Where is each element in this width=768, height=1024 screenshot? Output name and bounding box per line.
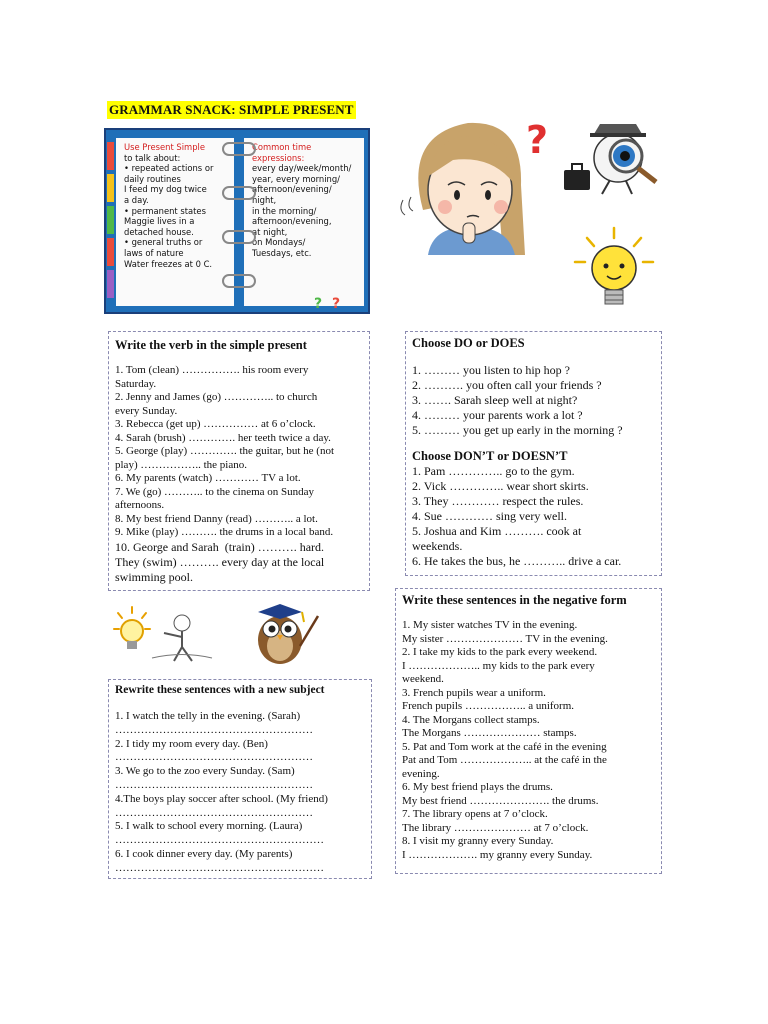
notebook-line: Maggie lives in a: [124, 216, 195, 227]
exercise-line: 3. ……. Sarah sleep well at night?: [412, 393, 578, 407]
notebook-line: afternoon/evening,: [252, 216, 332, 227]
exercise-line: 5. George (play) …………. the guitar, but he (not: [115, 445, 335, 457]
notebook-line: daily routines: [124, 173, 181, 184]
question-mark-icon: ?: [332, 296, 341, 312]
exercise-line: 2. I take my kids to the park every weekend.: [402, 646, 598, 658]
notebook-line: on Mondays/: [252, 237, 306, 248]
exercise-new-subject: [108, 679, 372, 879]
exercise-lines: [115, 364, 363, 540]
binder-ring: [222, 186, 256, 200]
exercise-line: 9. Mike (play) ………. the drums in a local band.: [115, 526, 334, 538]
exercise-line: play) …………….. the piano.: [115, 458, 247, 471]
exercise-line: 5. I walk to school every morning. (Laura): [115, 820, 303, 833]
exercise-line: 3. They ………… respect the rules.: [412, 494, 584, 508]
exercise-line: 7. We (go) ……….. to the cinema on Sunday: [115, 485, 315, 498]
tab-purple: [107, 270, 114, 298]
exercise-line: …………………………………………………: [115, 861, 324, 874]
binder-ring: [222, 142, 256, 156]
exercise-line: 6. I cook dinner every day. (My parents): [115, 847, 293, 860]
exercise-heading: Choose DO or DOES: [412, 336, 525, 350]
exercise-line: My best friend …………………. the drums.: [402, 794, 599, 807]
worksheet-title: GRAMMAR SNACK: SIMPLE PRESENT: [109, 102, 354, 117]
exercise-line: ………………………………………………: [115, 723, 313, 736]
exercise-line: 5. Joshua and Kim ………. cook at: [412, 524, 582, 538]
exercise-line: They (swim) ………. every day at the local: [115, 554, 325, 569]
exercise-heading-2: Choose DON’T or DOESN’T: [412, 449, 568, 463]
exercise-line: 2. ………. you often call your friends ?: [412, 378, 602, 392]
question-mark-icon: ?: [314, 296, 323, 312]
owl-teacher-icon: [248, 602, 320, 666]
exercise-line: every Sunday.: [115, 404, 178, 417]
exercise-simple-present: [108, 331, 370, 591]
notebook-line: night,: [252, 194, 277, 205]
exercise-lines: [412, 363, 655, 438]
exercise-line: 4. The Morgans collect stamps.: [402, 713, 540, 726]
left-heading: Use Present Simple: [124, 142, 205, 152]
notebook-line: to talk about:: [124, 152, 181, 163]
exercise-heading: Rewrite these sentences with a new subject: [115, 684, 325, 696]
exercise-line: 6. My parents (watch) ………… TV a lot.: [115, 472, 301, 484]
grammar-notebook: [104, 128, 370, 314]
exercise-heading: Write the verb in the simple present: [115, 338, 307, 352]
exercise-line: French pupils …………….. a uniform.: [402, 700, 575, 712]
exercise-line: 1. I watch the telly in the evening. (Sarah): [115, 710, 301, 722]
exercise-line: 8. I visit my granny every Sunday.: [402, 835, 554, 847]
tab-red-2: [107, 238, 114, 266]
exercise-line: 8. My best friend Danny (read) ……….. a lot.: [115, 512, 318, 525]
exercise-line: …………………………………………………: [115, 834, 324, 847]
left-lines: [124, 153, 230, 270]
exercise-line: 3. French pupils wear a uniform.: [402, 686, 546, 699]
notebook-line: year, every morning/: [252, 173, 340, 184]
tab-green: [107, 206, 114, 234]
detective-eye-icon: [562, 120, 662, 198]
exercise-line: 4. Sarah (brush) …………. her teeth twice a day.: [115, 431, 331, 444]
notebook-line: • permanent states: [124, 205, 206, 216]
notebook-right-page: [244, 138, 364, 306]
exercise-line: The library ………………… at 7 o’clock.: [402, 821, 589, 834]
exercise-line: 5. ……… you get up early in the morning ?: [412, 423, 623, 437]
exercise-line: 5. Pat and Tom work at the café in the evening: [402, 740, 607, 753]
notebook-line: Tuesdays, etc.: [252, 247, 312, 258]
exercise-heading: Write these sentences in the negative form: [402, 593, 627, 607]
notebook-line: Water freezes at 0 C.: [124, 258, 213, 269]
exercise-line: afternoons.: [115, 499, 165, 511]
exercise-line: 3. We go to the zoo every Sunday. (Sam): [115, 765, 295, 778]
exercise-line: swimming pool.: [115, 569, 194, 584]
exercise-line: Pat and Tom ……………….. at the café in the: [402, 754, 607, 766]
notebook-line: every day/week/month/: [252, 163, 352, 174]
exercise-line: 6. He takes the bus, he ……….. drive a car.: [412, 554, 622, 568]
exercise-line: 10. George and Sarah (train) ………. hard.: [115, 539, 325, 554]
exercise-line: 7. The library opens at 7 o’clock.: [402, 808, 548, 820]
exercise-do-does: [405, 331, 662, 576]
exercise-line: 2. Vick ………….. wear short skirts.: [412, 479, 589, 493]
notebook-line: in the morning/: [252, 205, 317, 216]
right-heading-2: expressions:: [252, 152, 305, 163]
notebook-line: detached house.: [124, 226, 194, 237]
exercise-line: Saturday.: [115, 377, 157, 390]
exercise-line: weekend.: [402, 673, 444, 685]
notebook-line: laws of nature: [124, 247, 184, 258]
exercise-line: 2. Jenny and James (go) ………….. to church: [115, 391, 318, 403]
exercise-line: 4. ……… your parents work a lot ?: [412, 408, 583, 422]
exercise-line: 3. Rebecca (get up) …………… at 6 o’clock.: [115, 418, 316, 430]
notebook-line: afternoon/evening/: [252, 184, 332, 195]
exercise-line: 1. Tom (clean) ……………. his room every: [115, 364, 309, 376]
notebook-line: a day.: [124, 194, 149, 205]
tab-yellow: [107, 174, 114, 202]
exercise-line: ………………………………………………: [115, 778, 313, 791]
binder-ring: [222, 230, 256, 244]
exercise-line: I ………………. my granny every Sunday.: [402, 848, 593, 861]
exercise-lines-2: [412, 464, 655, 569]
exercise-negative-form: [395, 588, 662, 874]
notebook-left-page: [116, 138, 234, 306]
tab-red: [107, 142, 114, 170]
right-lines: [252, 163, 360, 258]
exercise-line: 1. ……… you listen to hip hop ?: [412, 363, 570, 377]
exercise-line: 1. My sister watches TV in the evening.: [402, 619, 578, 631]
right-heading-1: Common time: [252, 142, 312, 152]
exercise-line: 1. Pam ………….. go to the gym.: [412, 464, 575, 478]
exercise-lines: [402, 619, 655, 862]
question-mark-icon: ?: [526, 118, 549, 162]
notebook-line: at night,: [252, 226, 288, 237]
exercise-line: weekends.: [412, 539, 463, 553]
notebook-line: • repeated actions or: [124, 163, 214, 174]
notebook-line: I feed my dog twice: [124, 184, 207, 195]
exercise-line: I ……………….. my kids to the park every: [402, 659, 595, 672]
binder-ring: [222, 274, 256, 288]
exercise-line: My sister ………………… TV in the evening.: [402, 632, 608, 645]
exercise-lines: [115, 710, 365, 876]
exercise-line: 6. My best friend plays the drums.: [402, 781, 553, 793]
lamp-icon: [112, 603, 214, 663]
notebook-line: • general truths or: [124, 237, 203, 248]
exercise-line: evening.: [402, 767, 440, 780]
exercise-line: 4. Sue ………… sing very well.: [412, 509, 567, 523]
exercise-line: 2. I tidy my room every day. (Ben): [115, 737, 268, 750]
exercise-lines-large: [115, 540, 363, 585]
exercise-line: The Morgans ………………… stamps.: [402, 727, 577, 739]
exercise-line: ………………………………………………: [115, 751, 313, 764]
exercise-line: 4.The boys play soccer after school. (My friend): [115, 792, 328, 805]
lightbulb-icon: [565, 224, 663, 316]
exercise-line: ………………………………………………: [115, 806, 313, 819]
